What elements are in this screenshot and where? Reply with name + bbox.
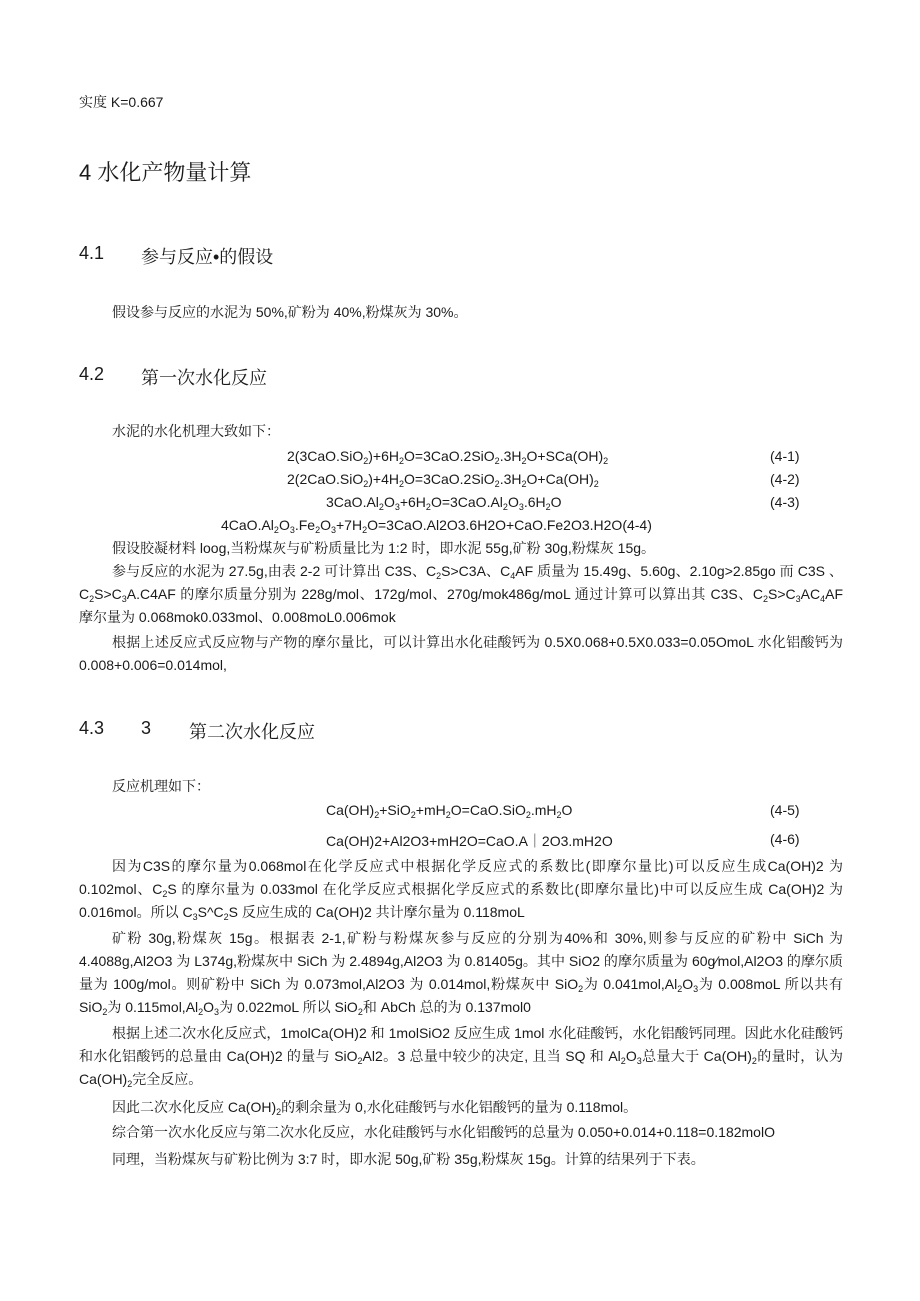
section-4-3-paragraph-3: 根据上述二次水化反应式，1molCa(OH)2 和 1molSiO2 反应生成 1mol 水化硅酸钙，水化铝酸钙同理。因此水化硅酸钙和水化铝酸钙的总量由 Ca(OH)2 的量与 SiO$_2$Al2。3 总量中较少的决定, 且当 SQ 和 $Al_2O_3$总量大于 $Ca(OH)_2$的量时，认为 $Ca(OH)_2$完全反应。 xyxy=(79,1025,843,1089)
equation-4-3-number: (4-3) xyxy=(770,494,800,510)
section-4-2-paragraph-3: 根据上述反应式反应物与产物的摩尔量比，可以计算出水化硅酸钙为 0.5X0.068+0.5X0.033=0.05OmoL 水化铝酸钙为 0.008+0.006=0.014mol, xyxy=(79,634,843,673)
section-4-3-title: 第二次水化反应 xyxy=(189,722,315,742)
section-4-3-sub-number: 3 xyxy=(141,718,152,738)
equation-4-6-number: (4-6) xyxy=(770,831,800,847)
section-4-2-paragraph-1: 假设胶凝材料 loog,当粉煤灰与矿粉质量比为 1:2 时，即水泥 55g,矿粉 30g,粉煤灰 15g。 xyxy=(112,540,656,556)
section-4-3-paragraph-5: 综合第一次水化反应与第二次水化反应，水化硅酸钙与水化铝酸钙的总量为 0.050+0.014+0.118=0.182molO xyxy=(112,1124,775,1140)
equation-4-4: $4CaO.Al_2O_3.Fe_2O_3+7H_2O=3CaO.Al2O3.6H2O+CaO.Fe2O3.H2O(4-4)$ xyxy=(221,517,652,535)
equation-4-2: $2(2CaO.SiO_2)+4H_2O=3CaO.2SiO_2.3H_2O+Ca(OH)_2$ xyxy=(287,471,599,489)
section-4-1-text: 假设参与反应的水泥为 50%,矿粉为 40%,粉煤灰为 30%。 xyxy=(112,304,468,320)
equation-4-6: Ca(OH)2+Al2O3+mH2O=CaO.A｜2O3.mH2O xyxy=(326,833,613,849)
section-4-title: 4 水化产物量计算 xyxy=(79,160,252,185)
section-4-2-paragraph-2: 参与反应的水泥为 27.5g,由表 2-2 可计算出 C3S、$C_2S>C3A$、$C_4AF$ 质量为 15.49g、5.60g、2.10g>2.85go 而 C3S 、$C_2S>C_3A.C4AF$ 的摩尔质量分别为 228g/mol、172g/mol、270g/mok486g/moL 通过计算可以算出其 C3S、$C_2S>C_3AC_4AF$ 摩尔量为 0.068mok0.033mol、0.008moL0.006mok xyxy=(79,563,843,625)
section-4-1-title: 参与反应•的假设 xyxy=(141,247,274,267)
section-4-2-number: 4.2 xyxy=(79,364,105,384)
equation-4-5-number: (4-5) xyxy=(770,802,800,818)
equation-4-3: $3CaO.Al_2O_3+6H_2O=3CaO.Al_2O_3.6H_2O$ xyxy=(326,494,562,512)
section-4-3-number: 4.3 xyxy=(79,718,105,738)
section-4-3-paragraph-1: 因为C3S的摩尔量为0.068mol在化学反应式中根据化学反应式的系数比(即摩尔量比)可以反应生成Ca(OH)2 为 0.102mol、$C_2S$ 的摩尔量为 0.033mol 在化学反应式根据化学反应式的系数比(即摩尔量比)中可以反应生成 Ca(OH)2 为 0.016mol。所以 $C_3S\^{}C_2S$ 反应生成的 Ca(OH)2 共计摩尔量为 0.118moL xyxy=(79,858,843,922)
equation-4-1-number: (4-1) xyxy=(770,448,800,464)
section-4-2-title: 第一次水化反应 xyxy=(141,368,267,388)
section-4-3-paragraph-6: 同理，当粉煤灰与矿粉比例为 3:7 时，即水泥 50g,矿粉 35g,粉煤灰 15g。计算的结果列于下表。 xyxy=(112,1151,705,1167)
section-4-3-paragraph-4: 因此二次水化反应 $Ca(OH)_2$的剩余量为 0,水化硅酸钙与水化铝酸钙的量为 0.118mol。 xyxy=(112,1099,638,1117)
section-4-1-number: 4.1 xyxy=(79,243,105,263)
equation-4-2-number: (4-2) xyxy=(770,471,800,487)
section-4-3-paragraph-2: 矿粉 30g,粉煤灰 15g。根据表 2-1,矿粉与粉煤灰参与反应的分别为40%和 30%,则参与反应的矿粉中 SiCh 为 4.4088g,Al2O3 为 L374g,粉煤灰中 SiCh 为 2.4894g,Al2O3 为 0.81405g。其中 SiO2 的摩尔质量为 60g∕mol,Al2O3 的摩尔质量为 100g/mol。则矿粉中 SiCh 为 0.073mol,Al2O3 为 0.014mol,粉煤灰中 SiO$_2$为 $0.041mol,Al_2O_3$为 0.008moL 所以共有 SiO$_2$为 $0.115mol,Al_2O_3$为 0.022moL 所以 SiO$_2$和 AbCh 总的为 0.137mol0 xyxy=(79,930,843,1017)
equation-4-1: $2(3CaO.SiO_2)+6H_2O=3CaO.2SiO_2.3H_2O+SCa(OH)_2$ xyxy=(287,448,609,466)
equation-4-5: $Ca(OH)_2+SiO_2+mH_2O=CaO.SiO_2.mH_2O$ xyxy=(326,802,573,820)
top-line: 实度 K=0.667 xyxy=(79,94,164,110)
section-4-3-intro: 反应机理如下： xyxy=(112,778,210,794)
section-4-2-intro: 水泥的水化机理大致如下： xyxy=(112,423,280,439)
